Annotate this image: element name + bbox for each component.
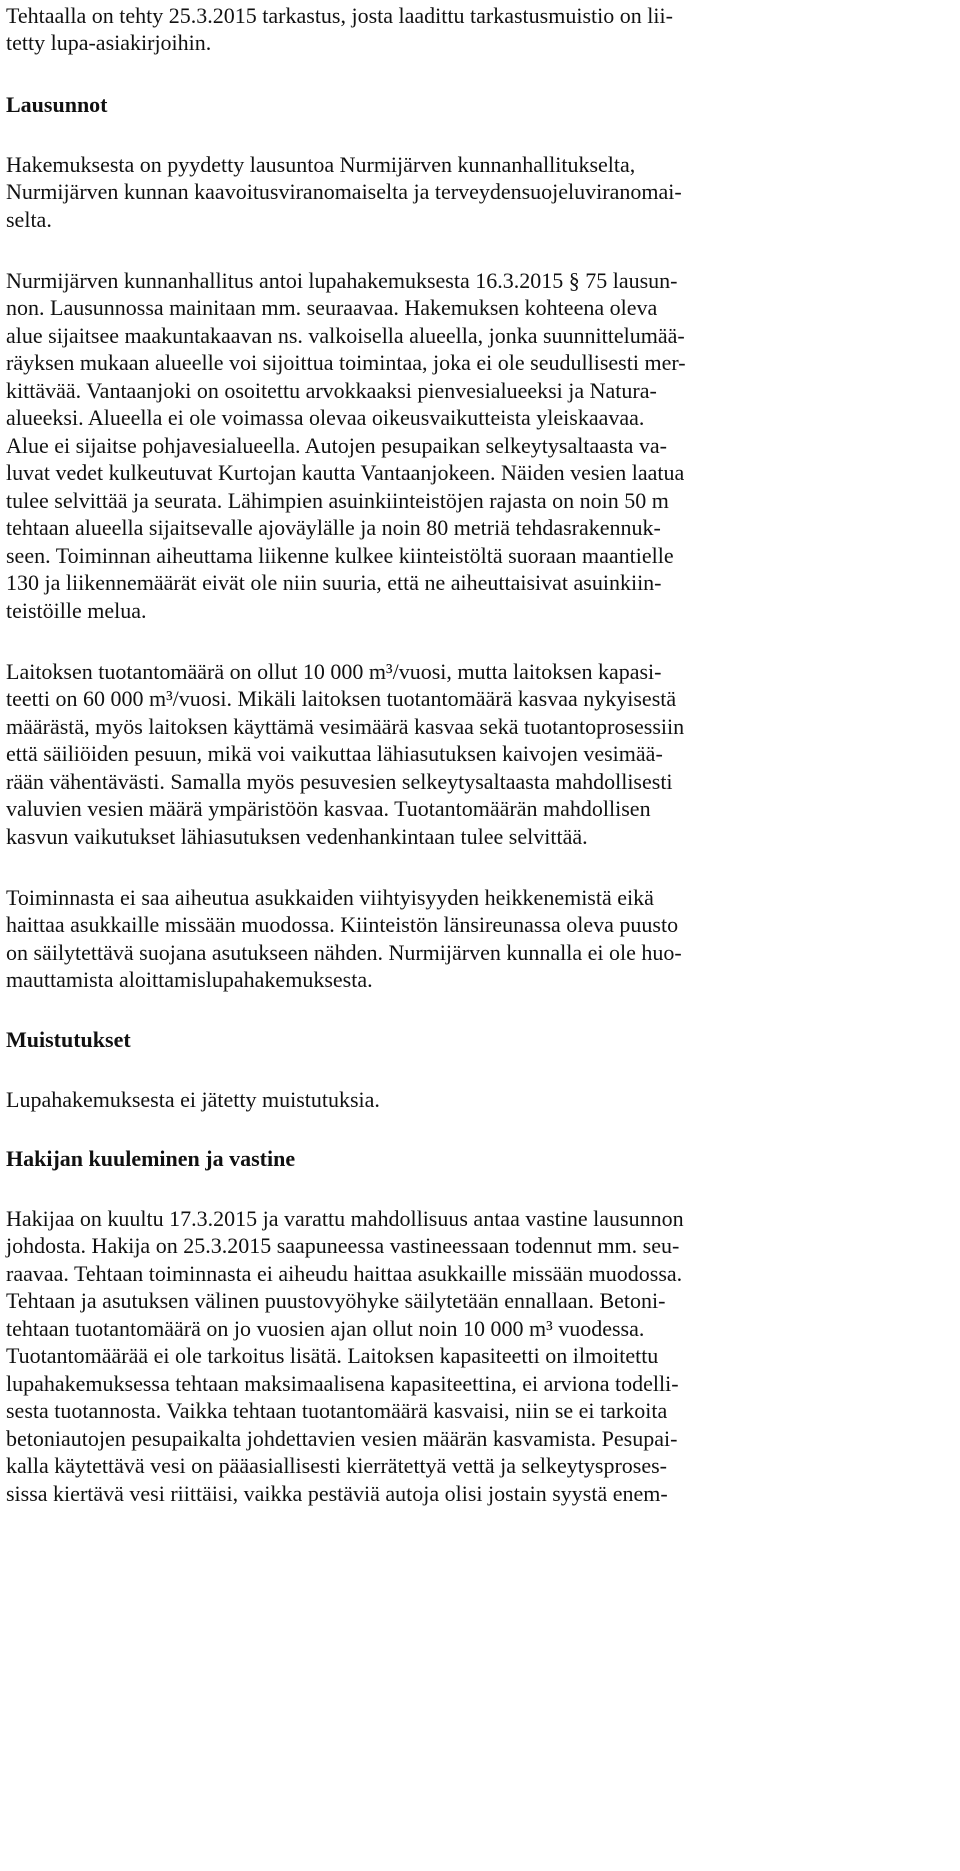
paragraph-line: Hakijaa on kuultu 17.3.2015 ja varattu mahdollisuus antaa vastine lausunnon <box>6 1206 684 1231</box>
paragraph-line: tehtaan alueella sijaitsevalle ajoväylälle ja noin 80 metriä tehdasrakennuk- <box>6 515 661 540</box>
paragraph-line: Tehtaan ja asutuksen välinen puustovyöhyke säilytetään ennallaan. Betoni- <box>6 1288 666 1313</box>
paragraph-line: Laitoksen tuotantomäärä on ollut 10 000 m³/vuosi, mutta laitoksen kapasi- <box>6 659 662 684</box>
paragraph-line: mauttamista aloittamislupahakemuksesta. <box>6 967 373 992</box>
paragraph-line: räyksen mukaan alueelle voi sijoittua toimintaa, joka ei ole seudullisesti mer- <box>6 350 686 375</box>
paragraph-line: määrästä, myös laitoksen käyttämä vesimäärä kasvaa sekä tuotantoprosessiin <box>6 714 685 739</box>
section-heading-lausunnot: Lausunnot <box>6 92 108 117</box>
paragraph-line: johdosta. Hakija on 25.3.2015 saapuneessa vastineessaan todennut mm. seu- <box>6 1233 680 1258</box>
paragraph-line: tehtaan tuotantomäärä on jo vuosien ajan ollut noin 10 000 m³ vuodessa. <box>6 1316 645 1341</box>
paragraph-line: tulee selvittää ja seurata. Lähimpien asuinkiinteistöjen rajasta on noin 50 m <box>6 488 669 513</box>
paragraph-line: sissa kiertävä vesi riittäisi, vaikka pestäviä autoja olisi jostain syystä enem- <box>6 1481 668 1506</box>
paragraph-line: sesta tuotannosta. Vaikka tehtaan tuotantomäärä kasvaisi, niin se ei tarkoita <box>6 1398 668 1423</box>
paragraph-line: teetti on 60 000 m³/vuosi. Mikäli laitoksen tuotantomäärä kasvaa nykyisestä <box>6 686 677 711</box>
paragraph-line: alueeksi. Alueella ei ole voimassa olevaa oikeusvaikutteista yleiskaavaa. <box>6 405 645 430</box>
paragraph-line: 130 ja liikennemäärät eivät ole niin suuria, että ne aiheuttaisivat asuinkiin- <box>6 570 662 595</box>
paragraph-line: non. Lausunnossa mainitaan mm. seuraavaa. Hakemuksen kohteena oleva <box>6 295 658 320</box>
paragraph-line: kalla käytettävä vesi on pääasiallisesti kierrätettyä vettä ja selkeytysproses- <box>6 1453 667 1478</box>
paragraph-line: rään vähentävästi. Samalla myös pesuvesien selkeytysaltaasta mahdollisesti <box>6 769 673 794</box>
paragraph-line: raavaa. Tehtaan toiminnasta ei aiheudu haittaa asukkaille missään muodossa. <box>6 1261 683 1286</box>
intro-line: Tehtaalla on tehty 25.3.2015 tarkastus, josta laadittu tarkastusmuistio on lii- <box>6 3 673 28</box>
paragraph-line: Alue ei sijaitse pohjavesialueella. Autojen pesupaikan selkeytysaltaasta va- <box>6 433 668 458</box>
paragraph-line: haittaa asukkaille missään muodossa. Kiinteistön länsireunassa oleva puusto <box>6 912 679 937</box>
paragraph-line: betoniautojen pesupaikalta johdettavien vesien määrän kasvamista. Pesupai- <box>6 1426 678 1451</box>
paragraph-line: teistöille melua. <box>6 598 147 623</box>
paragraph-line: Hakemuksesta on pyydetty lausuntoa Nurmijärven kunnanhallitukselta, <box>6 152 636 177</box>
section-heading-kuuleminen: Hakijan kuuleminen ja vastine <box>6 1146 296 1171</box>
paragraph-line: kasvun vaikutukset lähiasutuksen vedenhankintaan tulee selvittää. <box>6 824 588 849</box>
paragraph-line: Lupahakemuksesta ei jätetty muistutuksia. <box>6 1087 380 1112</box>
section-heading-muistutukset: Muistutukset <box>6 1027 131 1052</box>
paragraph-line: Toiminnasta ei saa aiheutua asukkaiden viihtyisyyden heikkenemistä eikä <box>6 885 654 910</box>
paragraph-line: Tuotantomäärää ei ole tarkoitus lisätä. Laitoksen kapasiteetti on ilmoitettu <box>6 1343 659 1368</box>
paragraph-line: Nurmijärven kunnan kaavoitusviranomaiselta ja terveydensuojeluviranomai- <box>6 179 682 204</box>
paragraph-line: valuvien vesien määrä ympäristöön kasvaa. Tuotantomäärän mahdollisen <box>6 796 651 821</box>
paragraph-line: luvat vedet kulkeutuvat Kurtojan kautta Vantaanjokeen. Näiden vesien laatua <box>6 460 685 485</box>
paragraph-line: seen. Toiminnan aiheuttama liikenne kulkee kiinteistöltä suoraan maantielle <box>6 543 674 568</box>
paragraph-line: kittävää. Vantaanjoki on osoitettu arvokkaaksi pienvesialueeksi ja Natura- <box>6 378 657 403</box>
paragraph-line: että säiliöiden pesuun, mikä voi vaikuttaa lähiasutuksen kaivojen vesimää- <box>6 741 663 766</box>
intro-line: tetty lupa-asiakirjoihin. <box>6 30 212 55</box>
paragraph-line: selta. <box>6 207 52 232</box>
paragraph-line: on säilytettävä suojana asutukseen nähden. Nurmijärven kunnalla ei ole huo- <box>6 940 682 965</box>
paragraph-line: lupahakemuksessa tehtaan maksimaalisena kapasiteettina, ei arviona todelli- <box>6 1371 679 1396</box>
paragraph-line: alue sijaitsee maakuntakaavan ns. valkoisella alueella, jonka suunnittelumää- <box>6 323 685 348</box>
paragraph-line: Nurmijärven kunnanhallitus antoi lupahakemuksesta 16.3.2015 § 75 lausun- <box>6 268 678 293</box>
